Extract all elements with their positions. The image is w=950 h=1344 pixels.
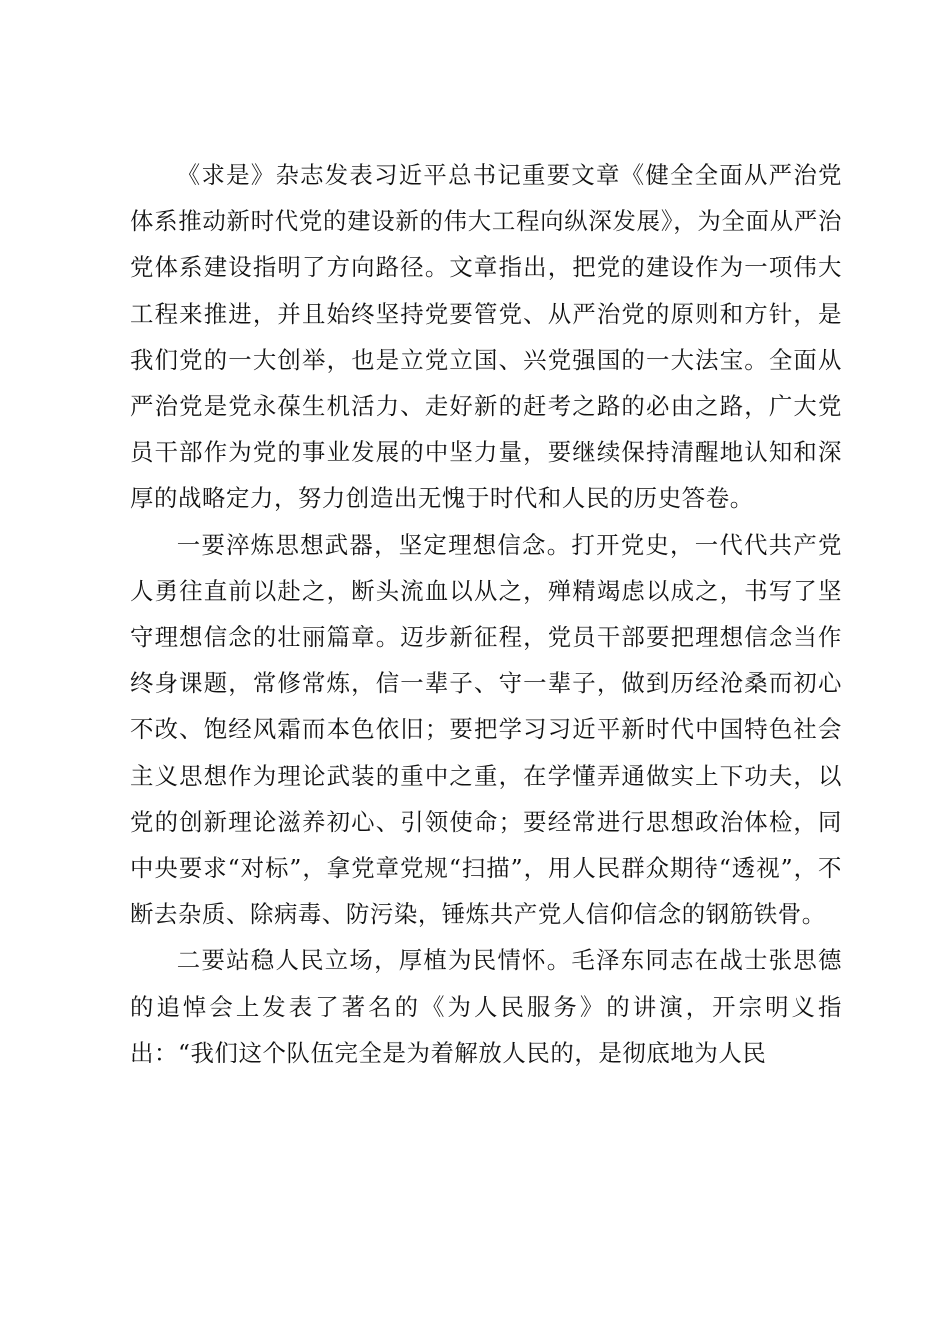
paragraph-point-one: 一要淬炼思想武器，坚定理想信念。打开党史，一代代共产党人勇往直前以赴之，断头流血以从之，殚精竭虑以成之，书写了坚守理想信念的壮丽篇章。迈步新征程，党员干部要把理想信念当作终身课题，常修常炼，信一辈子、守一辈子，做到历经沧桑而初心不改、饱经风霜而本色依旧；要把学习习近平新时代中国特色社会主义思想作为理论武装的重中之重，在学懂弄通做实上下功夫，以党的创新理论滋养初心、引领使命；要经常进行思想政治体检，同中央要求“对标”，拿党章党规“扫描”，用人民群众期待“透视”，不断去杂质、除病毒、防污染，锤炼共产党人信仰信念的钢筋铁骨。 bbox=[130, 530, 842, 929]
paragraph-intro: 《求是》杂志发表习近平总书记重要文章《健全全面从严治党体系推动新时代党的建设新的伟大工程向纵深发展》，为全面从严治党体系建设指明了方向路径。文章指出，把党的建设作为一项伟大工程来推进，并且始终坚持党要管党、从严治党的原则和方针，是我们党的一大创举，也是立党立国、兴党强国的一大法宝。全面从严治党是党永葆生机活力、走好新的赶考之路的必由之路，广大党员干部作为党的事业发展的中坚力量，要继续保持清醒地认知和深厚的战略定力，努力创造出无愧于时代和人民的历史答卷。 bbox=[130, 161, 842, 513]
document-body bbox=[130, 152, 842, 1076]
paragraph-point-two: 二要站稳人民立场，厚植为民情怀。毛泽东同志在战士张思德的追悼会上发表了著名的《为人民服务》的讲演，开宗明义指出：“我们这个队伍完全是为着解放人民的，是彻底地为人民 bbox=[130, 946, 842, 1067]
